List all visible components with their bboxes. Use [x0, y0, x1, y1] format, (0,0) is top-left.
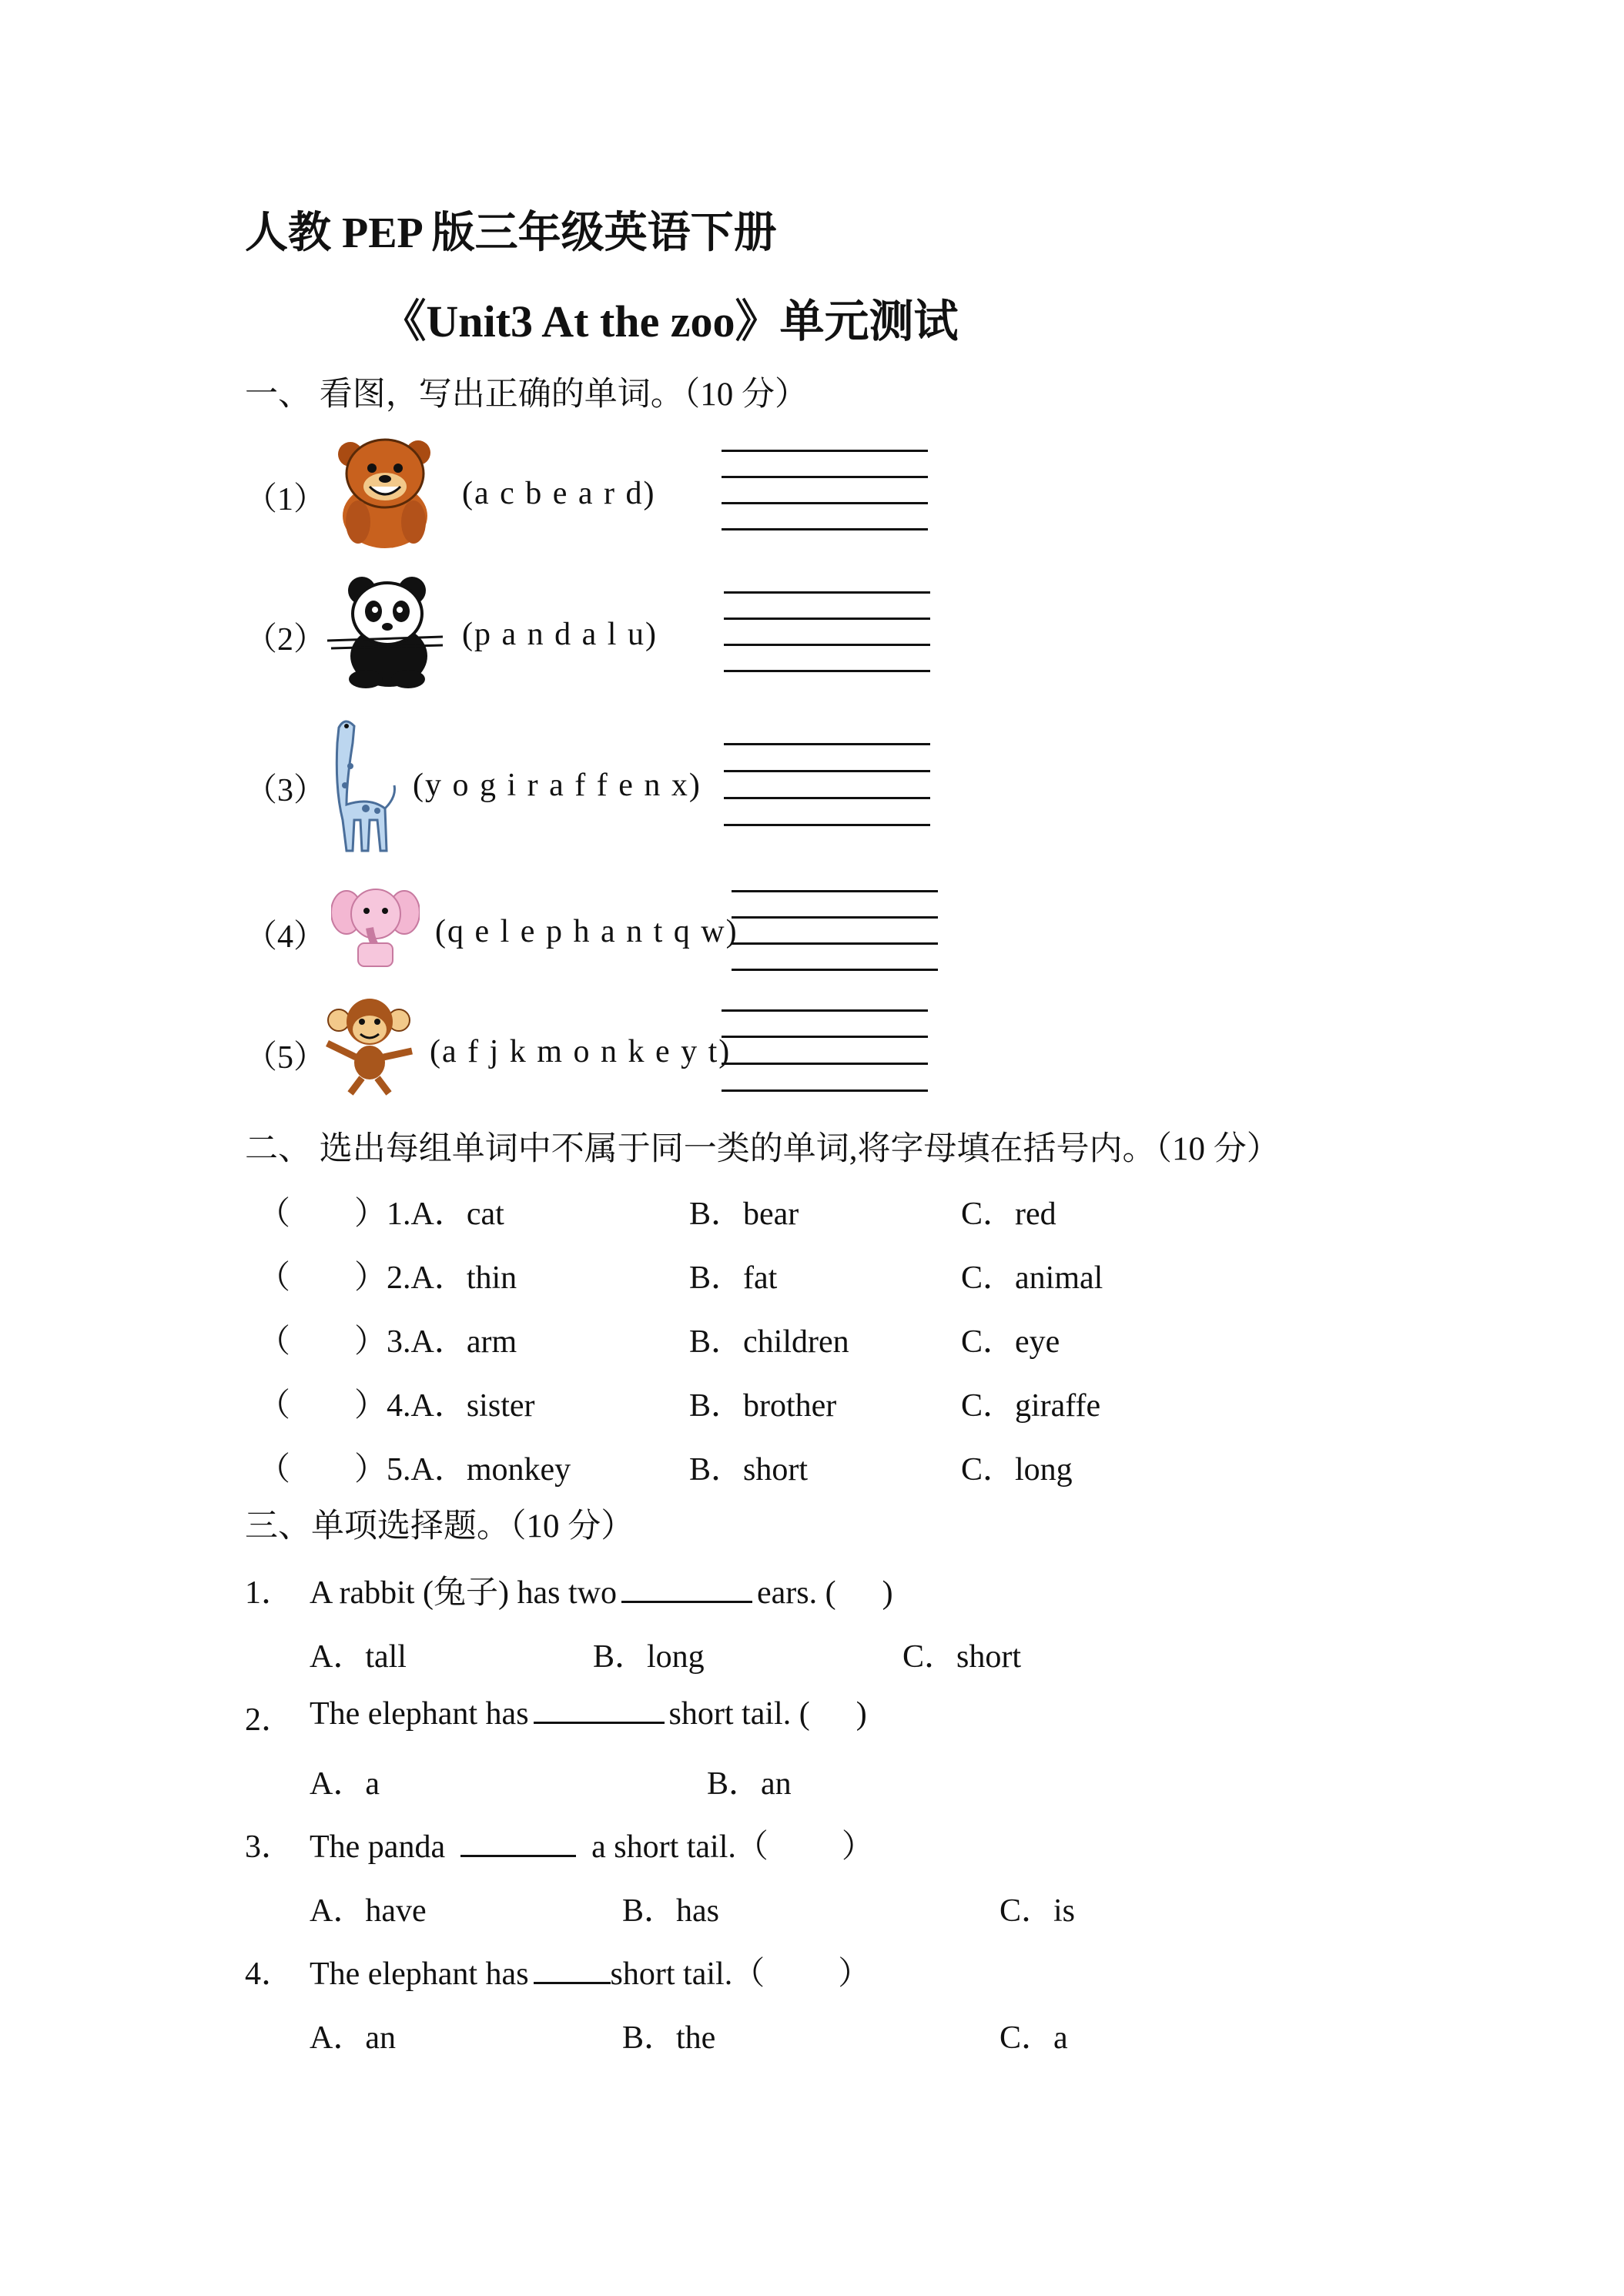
answer-blank	[460, 1827, 576, 1857]
question-number: 3．	[245, 1829, 294, 1865]
scrambled-letters: (a c b e a r d)	[462, 476, 656, 511]
option-c: C．animal	[961, 1260, 1103, 1296]
answer-line	[722, 476, 928, 478]
answer-line	[724, 743, 930, 745]
scrambled-letters: (a f j k m o n k e y t)	[430, 1034, 732, 1069]
item-number: （5）	[245, 1040, 326, 1076]
option-a: A．an	[310, 2020, 396, 2056]
question-stem: The panda	[310, 1829, 446, 1865]
option-b: B．bear	[689, 1197, 799, 1232]
option-b: B．brother	[689, 1388, 837, 1424]
question-tail: short tail.（	[610, 1956, 765, 1992]
answer-paren-open: （	[258, 1260, 291, 1296]
answer-line	[732, 890, 938, 892]
question-stem: The elephant has	[310, 1956, 529, 1992]
option-a: ）4.A．sister	[354, 1388, 535, 1424]
option-c: C．giraffe	[961, 1388, 1101, 1424]
answer-line	[732, 916, 938, 919]
option-b: B．an	[707, 1766, 792, 1802]
scrambled-letters: (p a n d a l u)	[462, 617, 658, 652]
option-b: B．fat	[689, 1260, 778, 1296]
item-number: （4）	[245, 919, 326, 955]
answer-line	[732, 942, 938, 945]
answer-line	[722, 1063, 928, 1065]
answer-blank	[534, 1694, 665, 1724]
scrambled-letters: (y o g i r a f f e n x)	[413, 768, 702, 803]
option-b: B．has	[622, 1893, 720, 1929]
section3-heading: 三、单项选择题。（10 分）	[245, 1508, 635, 1545]
option-a: ）3.A．arm	[354, 1324, 517, 1360]
answer-line	[722, 450, 928, 452]
answer-line	[722, 528, 928, 530]
answer-line	[722, 1089, 928, 1092]
answer-line	[724, 670, 930, 672]
option-c: C．red	[961, 1197, 1056, 1232]
section2-heading: 二、 选出每组单词中不属于同一类的单词,将字母填在括号内。（10 分）	[245, 1131, 1280, 1167]
answer-line	[724, 824, 930, 826]
answer-blank	[534, 1954, 611, 1984]
answer-paren-close: ）	[841, 1829, 874, 1865]
option-c: C．is	[1000, 1893, 1076, 1929]
option-c: C．long	[961, 1452, 1073, 1488]
elephant-icon	[331, 882, 420, 970]
answer-line	[724, 770, 930, 772]
option-b: B．children	[689, 1324, 849, 1360]
question-text	[310, 1694, 867, 1732]
answer-paren-close: ）	[838, 1956, 871, 1992]
page-title: 人教 PEP 版三年级英语下册	[245, 209, 777, 257]
option-c: C．eye	[961, 1324, 1060, 1360]
item-number: （1）	[245, 482, 326, 517]
option-b: B．the	[622, 2020, 716, 2056]
answer-line	[722, 502, 928, 504]
question-tail: short tail. (	[668, 1696, 810, 1732]
item-number: （2）	[245, 622, 326, 658]
answer-paren-open: （	[258, 1452, 291, 1488]
answer-line	[724, 644, 930, 646]
answer-line	[724, 797, 930, 799]
giraffe-icon	[323, 712, 400, 858]
option-a: ）2.A．thin	[354, 1260, 517, 1296]
question-text	[310, 1948, 870, 1994]
answer-line	[724, 618, 930, 620]
answer-paren-open: （	[258, 1197, 291, 1232]
option-a: ）1.A．cat	[354, 1197, 504, 1232]
option-b: B．short	[689, 1452, 809, 1488]
panda-icon	[327, 571, 447, 691]
question-number: 1．	[245, 1575, 294, 1611]
question-stem: The elephant has	[310, 1696, 529, 1732]
item-number: （3）	[245, 773, 326, 808]
answer-line	[732, 969, 938, 971]
bear-icon	[327, 431, 443, 551]
answer-paren-close: )	[882, 1575, 893, 1611]
option-a: ）5.A．monkey	[354, 1452, 571, 1488]
question-stem: A rabbit (兔子) has two	[310, 1575, 617, 1611]
answer-paren-open: （	[258, 1324, 291, 1360]
question-number: 4．	[245, 1956, 294, 1992]
option-a: A．tall	[310, 1639, 407, 1675]
answer-line	[724, 591, 930, 594]
question-tail: a short tail.（	[591, 1829, 768, 1865]
option-b: B．long	[593, 1639, 705, 1675]
answer-line	[722, 1009, 928, 1012]
answer-line	[722, 1036, 928, 1038]
scrambled-letters: (q e l e p h a n t q w)	[435, 914, 738, 949]
option-a: A．have	[310, 1893, 427, 1929]
answer-paren-close: )	[856, 1696, 867, 1732]
page-subtitle: 《Unit3 At the zoo》单元测试	[381, 296, 959, 346]
option-c: C．short	[902, 1639, 1022, 1675]
question-number: 2．	[245, 1702, 294, 1738]
question-tail: ears. (	[756, 1575, 836, 1611]
option-a: A．a	[310, 1766, 380, 1802]
section1-heading: 一、 看图，写出正确的单词。（10 分）	[245, 377, 808, 413]
question-text	[310, 1821, 874, 1867]
answer-paren-open: （	[258, 1388, 291, 1424]
monkey-icon	[323, 997, 420, 1097]
option-c: C．a	[1000, 2020, 1068, 2056]
answer-blank	[621, 1573, 752, 1603]
question-text	[310, 1567, 893, 1613]
